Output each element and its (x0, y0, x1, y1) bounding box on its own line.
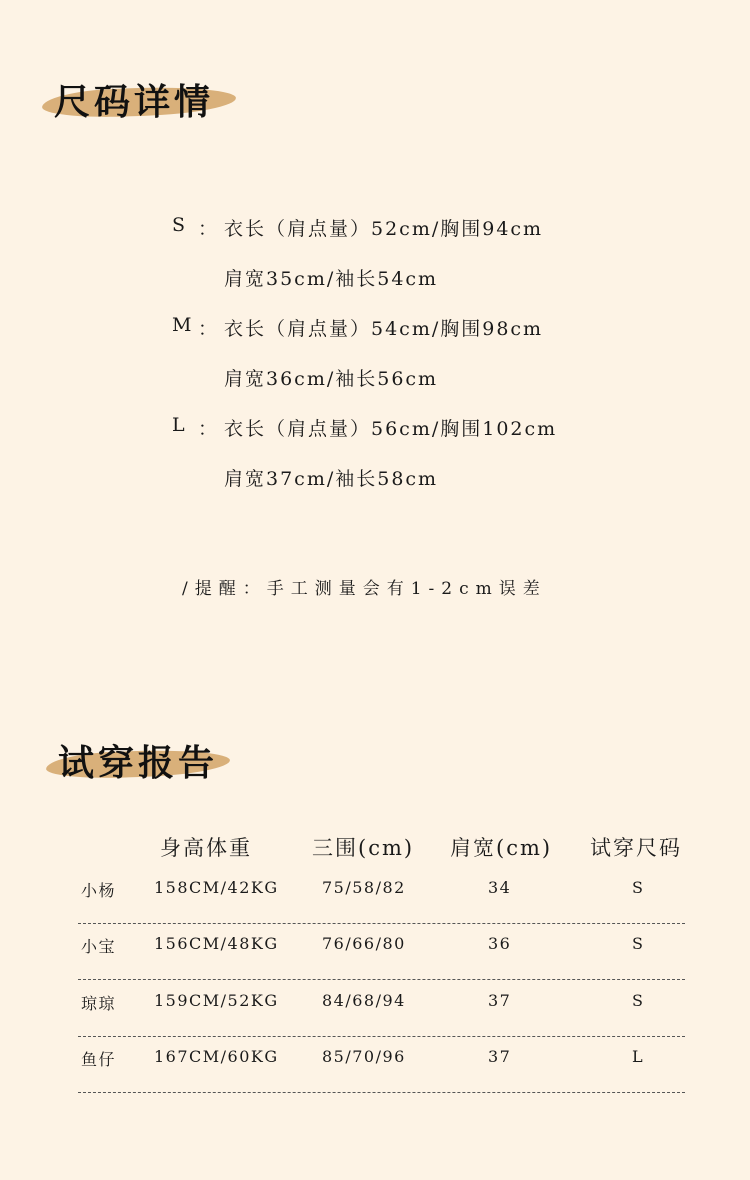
size-m-line2: 肩宽36cm/袖长56cm (224, 368, 439, 390)
fit-section-header (44, 735, 264, 795)
row-name: 鱼仔 (81, 1050, 117, 1069)
row-size: S (632, 991, 645, 1010)
row-name: 小杨 (81, 881, 117, 900)
row-height-weight: 167CM/60KG (154, 1047, 279, 1066)
row-height-weight: 158CM/42KG (154, 878, 279, 897)
row-measurements: 85/70/96 (322, 1047, 406, 1066)
row-measurements: 84/68/94 (322, 991, 406, 1010)
size-label-m: M (172, 314, 192, 336)
row-shoulder: 36 (488, 934, 512, 953)
fit-section-title: 试穿报告 (58, 743, 219, 784)
size-label-l: L (172, 414, 185, 436)
size-separator: ： (198, 418, 218, 440)
size-separator: ： (198, 318, 218, 340)
size-s-line1: 衣长（肩点量）52cm/胸围94cm (224, 218, 544, 240)
row-divider (78, 979, 685, 980)
size-section-header (40, 70, 260, 130)
row-measurements: 75/58/82 (322, 878, 406, 897)
size-separator: ： (198, 218, 218, 240)
table-row (78, 1037, 685, 1093)
size-m-line1: 衣长（肩点量）54cm/胸围98cm (224, 318, 544, 340)
size-l-line2: 肩宽37cm/袖长58cm (224, 468, 439, 490)
row-shoulder: 37 (488, 1047, 512, 1066)
table-row (78, 924, 685, 980)
size-label-s: S (172, 214, 186, 236)
table-row (78, 981, 685, 1037)
header-fit-size: 试穿尺码 (590, 836, 682, 860)
row-name: 琼琼 (81, 994, 117, 1013)
row-height-weight: 156CM/48KG (154, 934, 279, 953)
size-s-line2: 肩宽35cm/袖长54cm (224, 268, 439, 290)
row-size: S (632, 934, 645, 953)
header-height-weight: 身高体重 (160, 836, 252, 860)
row-size: S (632, 878, 645, 897)
size-section-title: 尺码详情 (54, 82, 215, 123)
header-shoulder: 肩宽(cm) (450, 836, 553, 860)
size-l-line1: 衣长（肩点量）56cm/胸围102cm (224, 418, 558, 440)
row-measurements: 76/66/80 (322, 934, 406, 953)
row-divider (78, 1092, 685, 1093)
table-row (78, 868, 685, 924)
row-size: L (632, 1047, 645, 1066)
row-shoulder: 34 (488, 878, 512, 897)
measurement-note: /提醒：手工测量会有1-2cm误差 (182, 579, 547, 599)
row-height-weight: 159CM/52KG (154, 991, 279, 1010)
row-name: 小宝 (81, 937, 117, 956)
row-shoulder: 37 (488, 991, 512, 1010)
header-measurements: 三围(cm) (312, 836, 415, 860)
